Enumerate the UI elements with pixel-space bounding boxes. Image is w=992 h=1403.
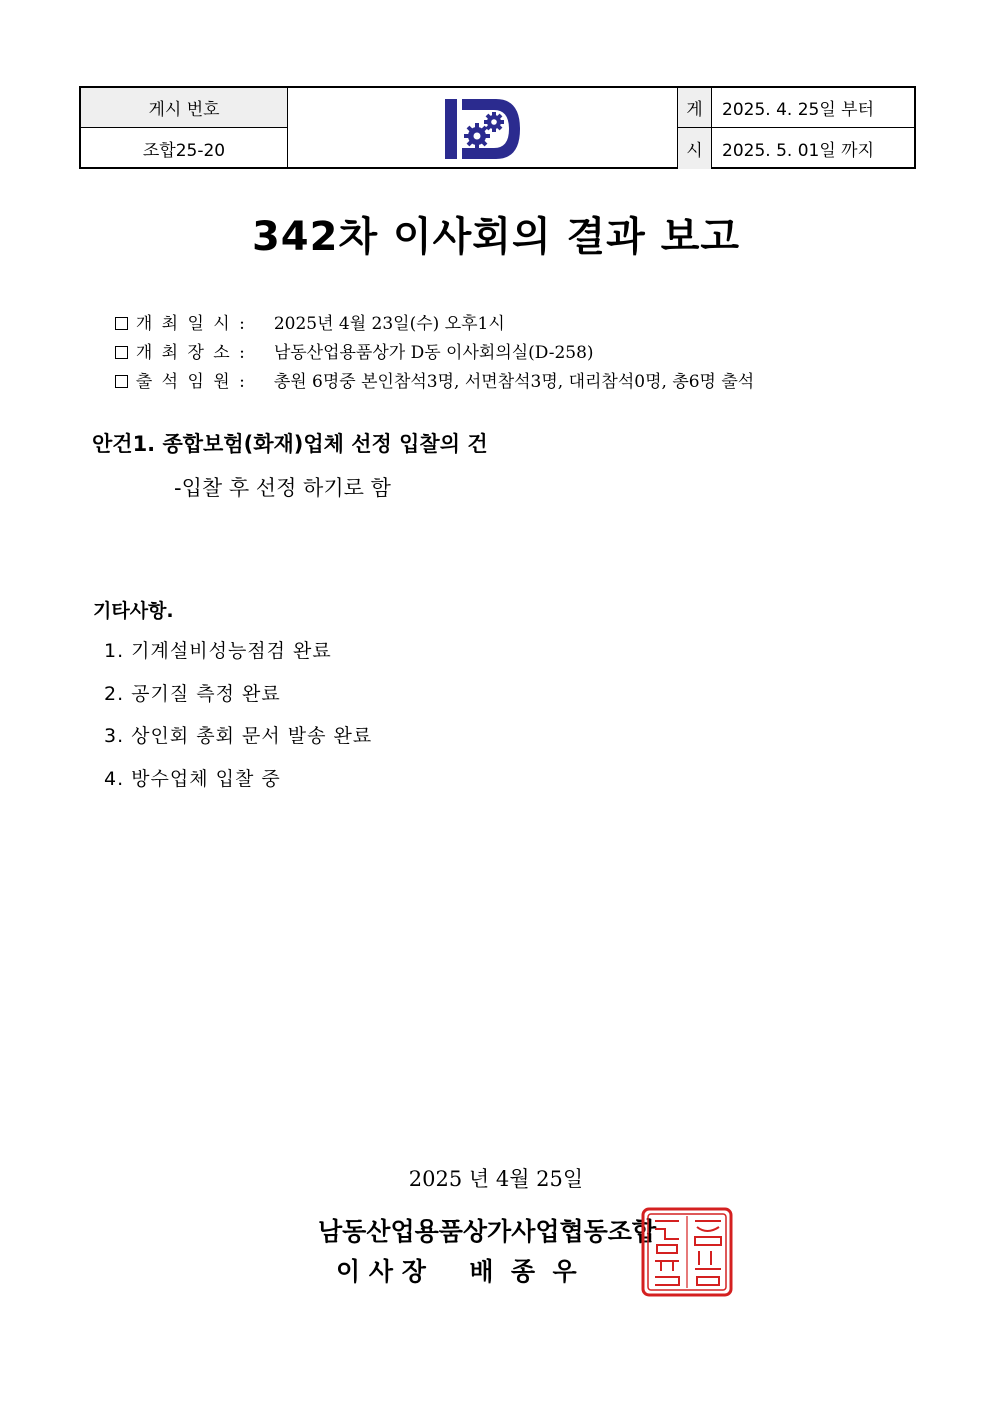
red-seal-icon <box>641 1207 733 1297</box>
issue-date: 2025 년 4월 25일 <box>408 1167 584 1191</box>
info-value: 2025년 4월 23일(수) 오후1시 <box>273 314 505 334</box>
list-item: 2. 공기질 측정 완료 <box>104 683 281 705</box>
logo-cell <box>288 88 678 169</box>
info-attendance <box>104 347 754 392</box>
posting-start-date: 2025. 4. 25일 부터 <box>712 88 914 128</box>
agenda-title: 안건1. 종합보험(화재)업체 선정 입찰의 건 <box>92 432 488 456</box>
info-label: 개 최 장 소 : <box>135 343 247 363</box>
checkbox-bullet-icon <box>115 375 128 388</box>
list-item: 3. 상인회 총회 문서 발송 완료 <box>104 725 373 747</box>
post-number-value: 조합25-20 <box>81 128 288 169</box>
period-label-top: 게 <box>678 88 712 128</box>
info-value: 총원 6명중 본인참석3명, 서면참석3명, 대리참석0명, 총6명 출석 <box>273 372 755 392</box>
posting-header-table <box>79 86 916 169</box>
gear-logo-icon <box>444 98 522 160</box>
misc-heading: 기타사항. <box>93 600 174 622</box>
page-title: 342차 이사회의 결과 보고 <box>251 214 741 260</box>
list-item: 1. 기계설비성능점검 완료 <box>104 640 332 662</box>
info-label: 출 석 임 원 : <box>135 372 247 392</box>
agenda-result: -입찰 후 선정 하기로 함 <box>174 476 391 500</box>
list-item: 4. 방수업체 입찰 중 <box>104 768 281 790</box>
posting-end-date: 2025. 5. 01일 까지 <box>722 141 874 161</box>
organization-name: 남동산업용품상가사업협동조합 <box>318 1217 657 1246</box>
chairman-name: 이 사 장 배 종 우 <box>336 1257 577 1286</box>
post-number-label: 게시 번호 <box>81 88 288 128</box>
period-label-bottom: 시 <box>678 128 712 169</box>
info-value: 남동산업용품상가 D동 이사회의실(D-258) <box>273 343 594 363</box>
info-label: 개 최 일 시 : <box>135 314 247 334</box>
